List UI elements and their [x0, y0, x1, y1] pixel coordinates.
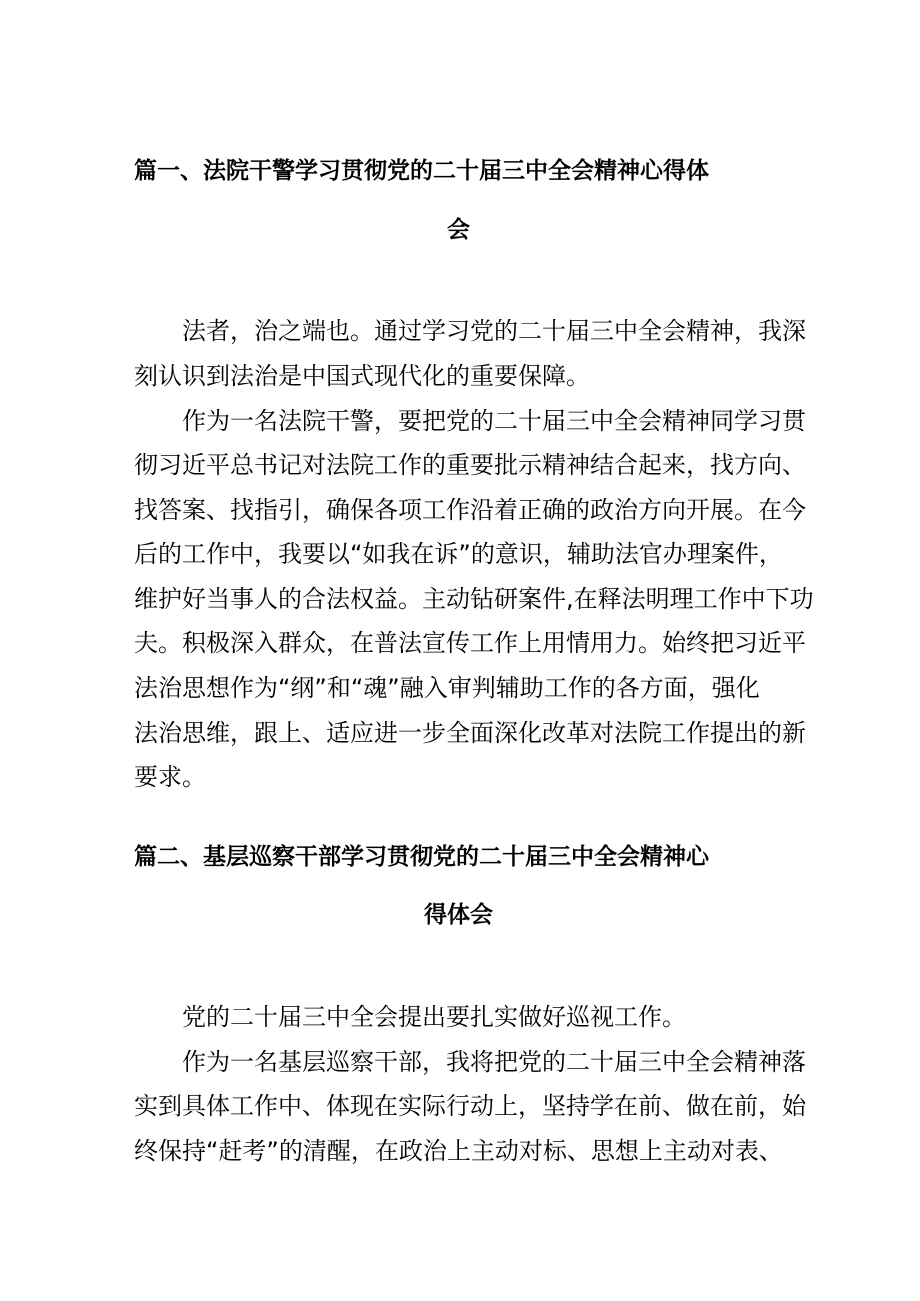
- article2-title-line2: 得体会: [424, 902, 493, 928]
- article2-para1-line1: 党的二十届三中全会提出要扎实做好巡视工作。: [182, 1003, 686, 1031]
- article2-para2-line3: 终保持“赶考”的清醒，在政治上主动对标、思想上主动对表、: [134, 1137, 783, 1165]
- article1-para2-line7: 法治思想作为“纲”和“魂”融入审判辅助工作的各方面，强化: [134, 674, 760, 702]
- article1-title-line1: 篇一、法院干警学习贯彻党的二十届三中全会精神心得体: [134, 158, 709, 184]
- article2-title-line1: 篇二、基层巡察干部学习贯彻党的二十届三中全会精神心: [134, 844, 709, 870]
- article1-para1-line2: 刻认识到法治是中国式现代化的重要保障。: [134, 362, 590, 390]
- article1-title-line2: 会: [447, 217, 470, 243]
- article1-para2-line9: 要求。: [134, 763, 206, 791]
- article1-para2-line2: 彻习近平总书记对法院工作的重要批示精神结合起来，找方向、: [134, 451, 806, 479]
- article1-para2-line5: 维护好当事人的合法权益。主动钻研案件,在释法明理工作中下功: [134, 585, 814, 613]
- article1-para2-line4: 后的工作中，我要以“如我在诉”的意识，辅助法官办理案件，: [134, 540, 783, 568]
- article1-para2-line1: 作为一名法院干警，要把党的二十届三中全会精神同学习贯: [182, 407, 806, 435]
- article1-para1-line1: 法者，治之端也。通过学习党的二十届三中全会精神，我深: [182, 317, 806, 345]
- article1-para2-line6: 夫。积极深入群众，在普法宣传工作上用情用力。始终把习近平: [134, 629, 806, 657]
- article1-para2-line8: 法治思维，跟上、适应进一步全面深化改革对法院工作提出的新: [134, 719, 806, 747]
- article2-para2-line1: 作为一名基层巡察干部，我将把党的二十届三中全会精神落: [182, 1048, 806, 1076]
- article2-para2-line2: 实到具体工作中、体现在实际行动上，坚持学在前、做在前，始: [134, 1092, 806, 1120]
- article1-para2-line3: 找答案、找指引，确保各项工作沿着正确的政治方向开展。在今: [134, 496, 806, 524]
